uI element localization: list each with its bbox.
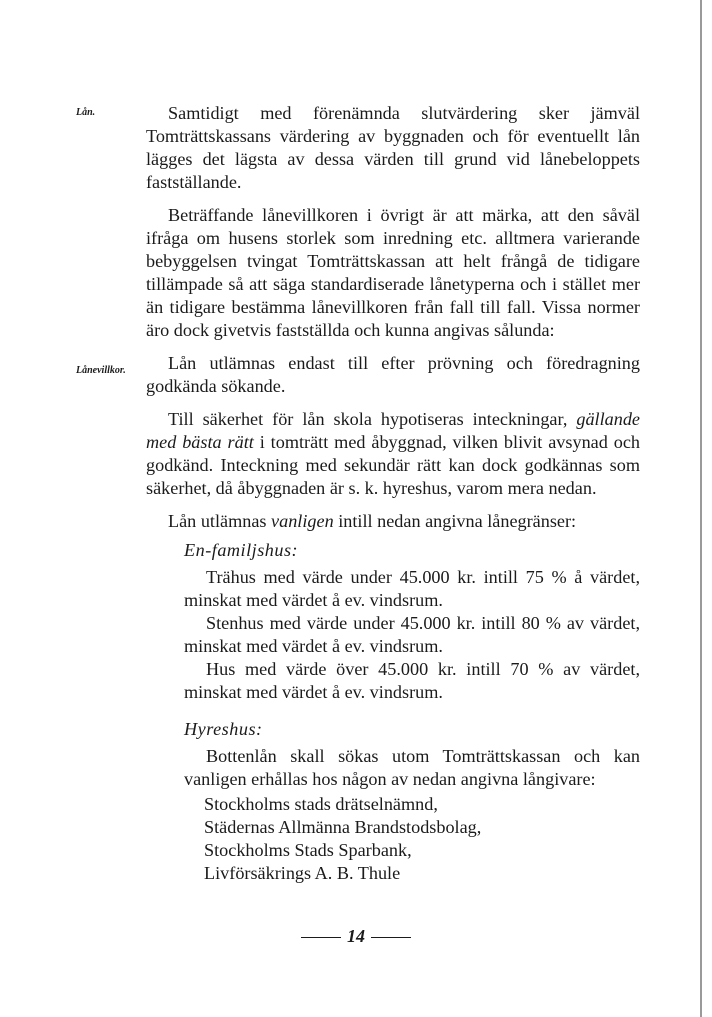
- limits-emphasis: vanligen: [271, 511, 334, 531]
- lender-list: [204, 793, 640, 885]
- list-item: Stockholms Stads Sparbank,: [204, 840, 412, 860]
- paragraph-valuation: Samtidigt med förenämnda slutvärdering sker jämväl Tomträttskassans värdering av byggnaden och för eventuellt lån lägges det lägsta av dessa värden till grund vid lånebeloppets fastställande.: [146, 103, 640, 192]
- limits-text-start: Lån utlämnas: [168, 511, 272, 531]
- page-number: [0, 925, 712, 948]
- security-text-end: i tomträtt med åbyggnad, vilken blivit avsynad och godkänd. Inteckning med sekundär rätt kan dock godkännas som säkerhet, då åbyggnaden är s. k. hyreshus, varom mera nedan.: [146, 432, 640, 498]
- folio-dash-left: [301, 937, 341, 938]
- paragraph-applicants: Lån utlämnas endast till efter prövning och föredragning godkända sökande.: [146, 353, 640, 396]
- security-text-start: Till säkerhet för lån skola hypotiseras inteckningar,: [168, 409, 577, 429]
- paragraph-loan-terms: Beträffande lånevillkoren i övrigt är att märka, att den såväl ifråga om husens storlek som inredning etc. alltmera varierande bebyggelsen tvingat Tomträttskassan att helt frångå de tidigare tillämpade så att säga standardiserade lånetyperna och i stället mer än tidigare bestämma lånevillkoren från fall till fall. Vissa normer äro dock givetvis fastställda och kunna angivas sålunda:: [146, 205, 640, 340]
- limits-text-end: intill nedan angivna lånegränser:: [333, 511, 577, 531]
- page-number-value: 14: [347, 926, 365, 946]
- list-item: Stockholms stads drätselnämnd,: [204, 794, 438, 814]
- margin-note-lan: Lån.: [76, 107, 96, 118]
- list-item: Livförsäkrings A. B. Thule: [204, 863, 401, 883]
- limit-stenhus: Stenhus med värde under 45.000 kr. intill 80 % av värdet, minskat med värdet å ev. vindsrum.: [184, 613, 640, 656]
- heading-hyreshus: Hyreshus:: [184, 719, 263, 739]
- folio-dash-right: [371, 937, 411, 938]
- security-emphasis: gällande med bästa rätt: [146, 409, 640, 452]
- paragraph-security: [146, 408, 640, 500]
- margin-note-lanevillkor: Lånevillkor.: [76, 365, 126, 376]
- list-item: Städernas Allmänna Brandstodsbolag,: [204, 817, 482, 837]
- paragraph-loan-limits: [146, 510, 640, 533]
- page-edge-line: [700, 0, 702, 1017]
- limit-trahus: Trähus med värde under 45.000 kr. intill 75 % å värdet, minskat med värdet å ev. vindsrum.: [184, 567, 640, 610]
- hyreshus-intro: Bottenlån skall sökas utom Tomträttskassan och kan vanligen erhållas hos någon av nedan angivna långivare:: [184, 746, 640, 789]
- body-text: [146, 102, 640, 885]
- limit-hus-over: Hus med värde över 45.000 kr. intill 70 % av värdet, minskat med värdet å ev. vindsrum.: [184, 659, 640, 702]
- heading-en-familjshus: En-familjshus:: [184, 540, 299, 560]
